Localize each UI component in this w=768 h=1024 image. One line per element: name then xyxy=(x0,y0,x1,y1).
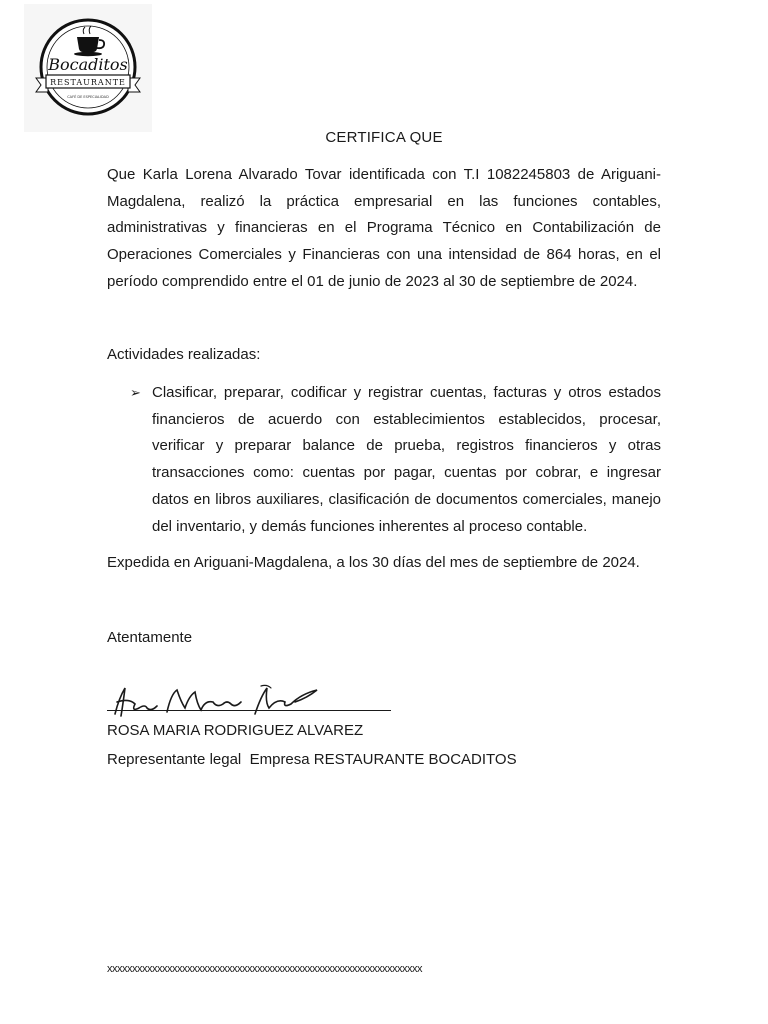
signer-name: ROSA MARIA RODRIGUEZ ALVAREZ xyxy=(107,722,364,739)
handwritten-signature xyxy=(95,668,395,728)
document-title: CERTIFICA QUE xyxy=(325,129,443,146)
issued-statement: Expedida en Ariguani-Magdalena, a los 30 días del mes de septiembre de 2024. xyxy=(107,554,640,571)
footer-placeholder-mark: xxxxxxxxxxxxxxxxxxxxxxxxxxxxxxxxxxxxxxxxxxxxxxxxxxxxxxxxxxxxxxx xyxy=(107,963,422,975)
logo-subtext: CAFÉ DE ESPECIALIDAD xyxy=(67,95,109,99)
logo-script-name: Bocaditos xyxy=(48,55,128,74)
certification-body: Que Karla Lorena Alvarado Tovar identificada con T.I 1082245803 de Ariguani-Magdalena, realizó la práctica empresarial en las funciones contables, administrativas y financieras en el Programa Técnico en Contabilización de Operaciones Comerciales y Financieras con una intensidad de 864 horas, en el período comprendido entre el 01 de junio de 2023 al 30 de septiembre de 2024. xyxy=(107,166,661,290)
activity-text: Clasificar, preparar, codificar y registrar cuentas, facturas y otros estados financieros de acuerdo con establecimientos establecidos, procesar, verificar y preparar balance de prueba, registros financieros y otras transacciones como: cuentas por pagar, cuentas por cobrar, e ingresar datos en libros auxiliares, clasificación de documentos comerciales, manejo del inventario, y demás funciones inherentes al proceso contable. xyxy=(152,384,661,535)
signer-role: Representante legal Empresa RESTAURANTE BOCADITOS xyxy=(107,751,517,768)
logo-ribbon-text: RESTAURANTE xyxy=(50,78,126,87)
restaurant-logo xyxy=(24,4,152,132)
arrow-bullet-icon: ➢ xyxy=(130,385,141,400)
activities-label: Actividades realizadas: xyxy=(107,346,261,363)
closing-salutation: Atentamente xyxy=(107,629,193,646)
bocaditos-logo-icon xyxy=(24,4,152,132)
signature-line xyxy=(107,710,391,711)
